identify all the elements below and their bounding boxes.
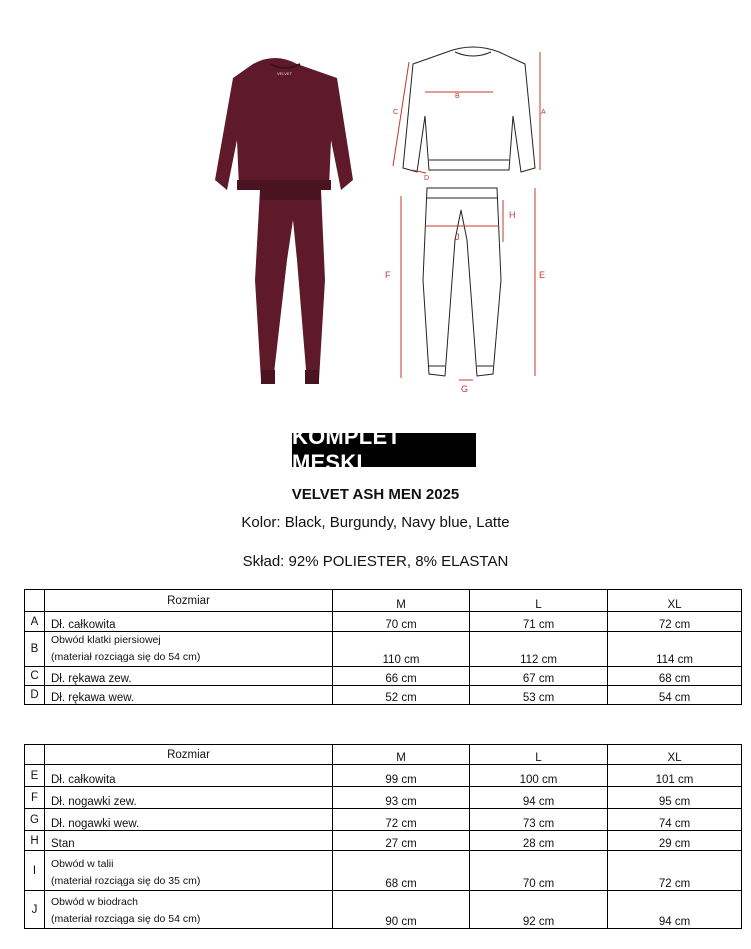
size-header-m: M <box>333 745 470 765</box>
row-code: A <box>25 612 45 632</box>
value-xl: 72 cm <box>608 851 742 891</box>
row-label: Dł. całkowita <box>45 612 333 632</box>
value-xl: 94 cm <box>608 891 742 929</box>
size-header-l: L <box>470 745 608 765</box>
row-code: B <box>25 632 45 667</box>
size-header-l: L <box>470 590 608 612</box>
table-row <box>25 667 742 686</box>
value-xl: 29 cm <box>608 831 742 851</box>
value-l: 73 cm <box>470 809 608 831</box>
size-header-label: Rozmiar <box>45 590 333 612</box>
svg-text:E: E <box>539 270 546 280</box>
code-header-cell <box>25 745 45 765</box>
table-row <box>25 632 742 667</box>
value-xl: 101 cm <box>608 765 742 787</box>
row-label: Obwód w talii <box>51 858 114 870</box>
row-label: Dł. całkowita <box>45 765 333 787</box>
row-label-cell <box>45 632 333 667</box>
row-note: (materiał rozciąga się do 54 cm) <box>51 651 201 663</box>
product-illustration <box>215 40 605 400</box>
value-l: 100 cm <box>470 765 608 787</box>
table-row <box>25 851 742 891</box>
svg-text:F: F <box>385 270 391 280</box>
row-code: G <box>25 809 45 831</box>
sweatshirt-drawing <box>403 47 535 172</box>
pants-photo <box>255 190 325 384</box>
value-l: 67 cm <box>470 667 608 686</box>
table-header-row <box>25 590 742 612</box>
value-l: 71 cm <box>470 612 608 632</box>
value-m: 93 cm <box>333 787 470 809</box>
size-header-xl: XL <box>608 590 742 612</box>
svg-text:B: B <box>455 93 460 100</box>
svg-text:C: C <box>393 109 399 116</box>
product-colors: Kolor: Black, Burgundy, Navy blue, Latte <box>241 514 510 531</box>
value-m: 52 cm <box>333 686 470 705</box>
row-code: J <box>25 891 45 929</box>
sweatshirt-photo <box>215 58 353 190</box>
row-code: H <box>25 831 45 851</box>
table-row <box>25 809 742 831</box>
value-l: 70 cm <box>470 851 608 891</box>
value-m: 66 cm <box>333 667 470 686</box>
value-m: 27 cm <box>333 831 470 851</box>
product-heading: KOMPLET MĘSKI <box>292 433 476 467</box>
row-label: Dł. nogawki zew. <box>45 787 333 809</box>
svg-text:VELVET: VELVET <box>277 71 293 76</box>
sweatshirt-measures <box>393 52 546 182</box>
row-label-cell <box>45 851 333 891</box>
value-l: 28 cm <box>470 831 608 851</box>
row-code: D <box>25 686 45 705</box>
sweatshirt-size-table <box>24 589 742 705</box>
table-row <box>25 891 742 929</box>
size-header-m: M <box>333 590 470 612</box>
value-xl: 68 cm <box>608 667 742 686</box>
value-m: 90 cm <box>333 891 470 929</box>
svg-text:G: G <box>461 384 469 394</box>
row-code: F <box>25 787 45 809</box>
value-l: 112 cm <box>470 632 608 667</box>
row-label: Stan <box>45 831 333 851</box>
row-label: Dł. rękawa zew. <box>45 667 333 686</box>
value-xl: 95 cm <box>608 787 742 809</box>
value-xl: 74 cm <box>608 809 742 831</box>
value-m: 70 cm <box>333 612 470 632</box>
product-composition: Skład: 92% POLIESTER, 8% ELASTAN <box>242 553 509 570</box>
table-row <box>25 612 742 632</box>
row-label: Obwód klatki piersiowej <box>51 634 161 646</box>
product-model: VELVET ASH MEN 2025 <box>291 486 460 503</box>
pants-size-table <box>24 744 742 929</box>
row-note: (materiał rozciąga się do 35 cm) <box>51 875 201 887</box>
value-xl: 114 cm <box>608 632 742 667</box>
value-l: 92 cm <box>470 891 608 929</box>
table-row <box>25 787 742 809</box>
row-code: C <box>25 667 45 686</box>
value-m: 68 cm <box>333 851 470 891</box>
row-label: Dł. rękawa wew. <box>45 686 333 705</box>
table-row <box>25 686 742 705</box>
svg-text:A: A <box>541 109 546 116</box>
row-label: Obwód w biodrach <box>51 896 138 908</box>
value-m: 72 cm <box>333 809 470 831</box>
svg-text:J: J <box>455 232 460 242</box>
value-l: 53 cm <box>470 686 608 705</box>
table-header-row <box>25 745 742 765</box>
value-l: 94 cm <box>470 787 608 809</box>
value-m: 110 cm <box>333 632 470 667</box>
row-label-cell <box>45 891 333 929</box>
size-header-label: Rozmiar <box>45 745 333 765</box>
value-xl: 72 cm <box>608 612 742 632</box>
table-row <box>25 831 742 851</box>
pants-measures <box>385 188 545 394</box>
value-xl: 54 cm <box>608 686 742 705</box>
row-code: E <box>25 765 45 787</box>
garment-diagram <box>215 40 605 400</box>
row-code: I <box>25 851 45 891</box>
row-note: (materiał rozciąga się do 54 cm) <box>51 913 201 925</box>
pants-drawing <box>423 188 501 376</box>
row-label: Dł. nogawki wew. <box>45 809 333 831</box>
code-header-cell <box>25 590 45 612</box>
value-m: 99 cm <box>333 765 470 787</box>
size-header-xl: XL <box>608 745 742 765</box>
svg-text:H: H <box>509 210 516 220</box>
table-row <box>25 765 742 787</box>
svg-text:D: D <box>424 175 430 182</box>
